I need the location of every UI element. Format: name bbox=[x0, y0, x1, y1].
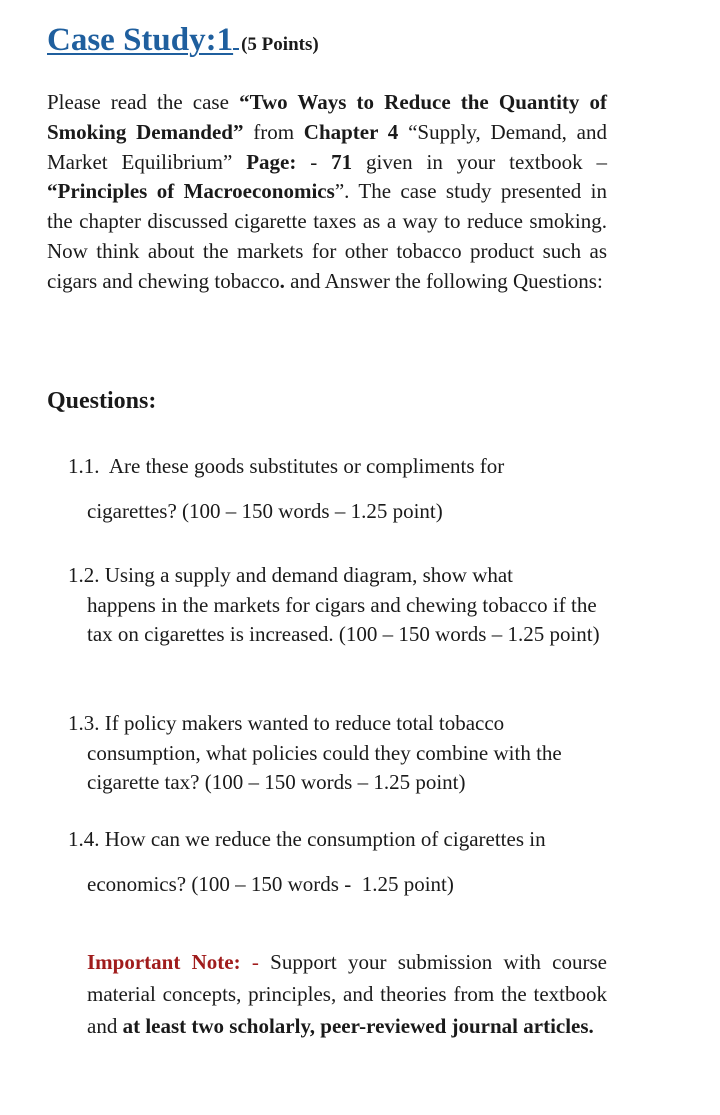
question-number: 1.3. bbox=[68, 711, 100, 735]
question-text: If policy makers wanted to reduce total tobacco bbox=[99, 711, 505, 735]
question-1-2 bbox=[68, 561, 608, 650]
question-text: Using a supply and demand diagram, show what bbox=[99, 563, 514, 587]
question-text-continued: economics? (100 – 150 words - 1.25 point) bbox=[87, 872, 454, 896]
case-name: “Two Ways to Reduce the Quantity of Smoking Demanded” bbox=[47, 90, 608, 144]
question-text: How can we reduce the consumption of cigarettes in bbox=[99, 827, 546, 851]
title-underline-extension bbox=[233, 24, 239, 50]
important-note bbox=[87, 946, 607, 1042]
intro-text: and Answer the following Questions: bbox=[284, 268, 603, 293]
intro-text: Please read the case bbox=[47, 90, 240, 114]
questions-heading: Questions: bbox=[47, 388, 157, 414]
question-text-continued: consumption, what policies could they combine with the cigarette tax? (100 – 150 words – 1.25 point) bbox=[87, 740, 562, 794]
intro-text: - bbox=[296, 149, 332, 174]
title-points: (5 Points) bbox=[241, 34, 319, 55]
title-line bbox=[47, 22, 319, 59]
intro-text: ”. The case study presented in the chapter discussed cigarette taxes as a way to reduce smoking. Now think about the markets for other tobacco product such as cigars and chewing tobacco bbox=[47, 179, 607, 293]
intro-text: from bbox=[243, 119, 304, 144]
question-number: 1.2. bbox=[68, 563, 100, 587]
question-1-4 bbox=[68, 825, 608, 899]
question-number: 1.4. bbox=[68, 827, 100, 851]
intro-text: “Supply, Demand, and Market Equilibrium” bbox=[47, 119, 607, 174]
page-number: 71 bbox=[331, 149, 353, 174]
question-text: Are these goods substitutes or compliments for bbox=[99, 454, 505, 478]
intro-period: . bbox=[279, 268, 285, 293]
intro-text: given in your textbook – bbox=[352, 149, 607, 174]
page-label: Page: bbox=[246, 149, 297, 174]
case-study-title: Case Study:1 bbox=[47, 22, 234, 58]
question-text-continued: happens in the markets for cigars and chewing tobacco if the tax on cigarettes is increased. (100 – 150 words – 1.25 point) bbox=[87, 592, 600, 646]
intro-paragraph bbox=[47, 88, 607, 297]
question-number: 1.1. bbox=[68, 454, 100, 478]
book-title: “Principles of Macroeconomics bbox=[47, 179, 335, 204]
question-1-3 bbox=[68, 709, 608, 798]
note-bold-text: at least two scholarly, peer-reviewed journal articles. bbox=[122, 1014, 594, 1038]
note-text: Support your submission with course material concepts, principles, and theories from the textbook and bbox=[87, 950, 607, 1038]
question-text-continued: cigarettes? (100 – 150 words – 1.25 point) bbox=[87, 499, 443, 523]
note-label: Important Note: bbox=[87, 950, 241, 974]
question-1-1 bbox=[68, 452, 608, 526]
chapter-ref: Chapter 4 bbox=[303, 119, 399, 144]
note-dash: - bbox=[240, 950, 271, 974]
